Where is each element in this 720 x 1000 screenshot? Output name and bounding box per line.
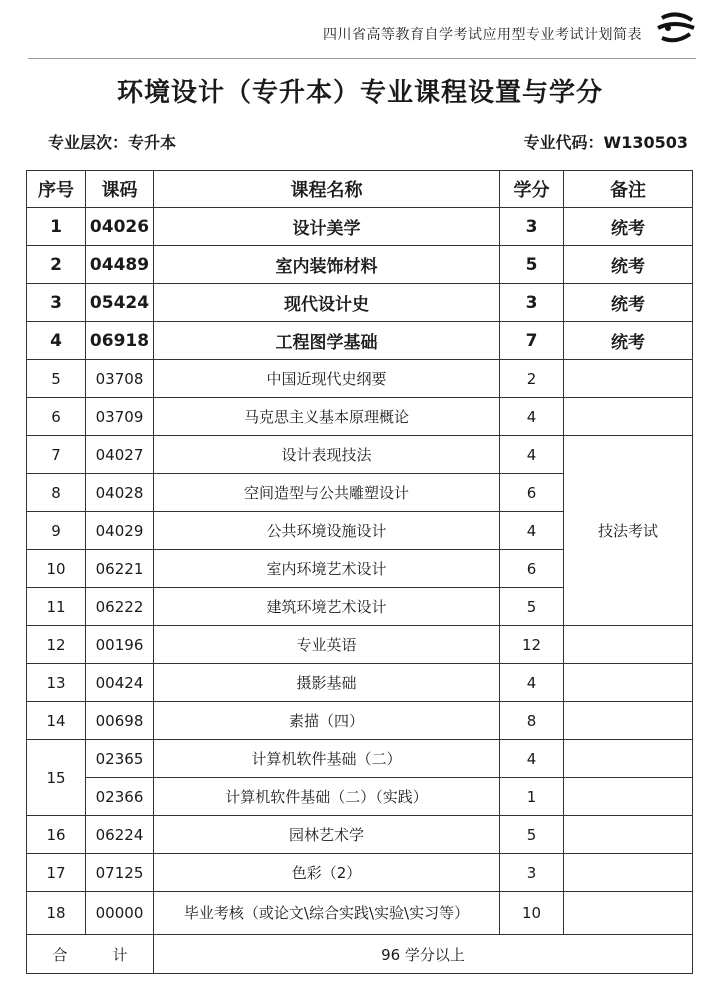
table-row bbox=[27, 398, 693, 436]
row-note bbox=[564, 778, 693, 816]
row-no: 13 bbox=[27, 664, 86, 702]
row-note bbox=[564, 892, 693, 935]
row-code: 06222 bbox=[86, 588, 154, 626]
table-row bbox=[27, 892, 693, 935]
total-row bbox=[27, 935, 693, 974]
row-note bbox=[564, 702, 693, 740]
row-code: 03708 bbox=[86, 360, 154, 398]
row-credit: 5 bbox=[500, 588, 564, 626]
table-header-row bbox=[27, 171, 693, 208]
row-note: 统考 bbox=[564, 246, 693, 284]
row-no: 18 bbox=[27, 892, 86, 935]
row-note: 统考 bbox=[564, 284, 693, 322]
merged-note-skill-exam: 技法考试 bbox=[564, 436, 693, 626]
row-credit: 3 bbox=[500, 284, 564, 322]
row-name: 中国近现代史纲要 bbox=[154, 360, 500, 398]
row-name: 现代设计史 bbox=[154, 284, 500, 322]
table-row bbox=[27, 284, 693, 322]
row-code: 02365 bbox=[86, 740, 154, 778]
course-table bbox=[26, 170, 693, 974]
row-credit: 4 bbox=[500, 512, 564, 550]
row-no: 1 bbox=[27, 208, 86, 246]
row-credit: 8 bbox=[500, 702, 564, 740]
row-credit: 1 bbox=[500, 778, 564, 816]
column-header-credit: 学分 bbox=[500, 171, 564, 208]
row-code: 04027 bbox=[86, 436, 154, 474]
row-no: 17 bbox=[27, 854, 86, 892]
row-no: 11 bbox=[27, 588, 86, 626]
table-row bbox=[27, 816, 693, 854]
row-note bbox=[564, 740, 693, 778]
row-code: 04028 bbox=[86, 474, 154, 512]
row-code: 06221 bbox=[86, 550, 154, 588]
row-credit: 10 bbox=[500, 892, 564, 935]
row-credit: 12 bbox=[500, 626, 564, 664]
row-no: 12 bbox=[27, 626, 86, 664]
row-note bbox=[564, 360, 693, 398]
row-credit: 4 bbox=[500, 398, 564, 436]
row-name: 色彩（2） bbox=[154, 854, 500, 892]
row-code: 07125 bbox=[86, 854, 154, 892]
row-no: 2 bbox=[27, 246, 86, 284]
table-row bbox=[27, 360, 693, 398]
row-name: 室内装饰材料 bbox=[154, 246, 500, 284]
row-no: 4 bbox=[27, 322, 86, 360]
row-no: 6 bbox=[27, 398, 86, 436]
table-row bbox=[27, 664, 693, 702]
row-note bbox=[564, 398, 693, 436]
table-row bbox=[27, 740, 693, 778]
row-name: 工程图学基础 bbox=[154, 322, 500, 360]
row-code: 04489 bbox=[86, 246, 154, 284]
row-code: 00424 bbox=[86, 664, 154, 702]
row-name: 设计美学 bbox=[154, 208, 500, 246]
row-name: 毕业考核（或论文\综合实践\实验\实习等） bbox=[154, 892, 500, 935]
row-no: 10 bbox=[27, 550, 86, 588]
row-credit: 6 bbox=[500, 550, 564, 588]
page-header bbox=[0, 0, 720, 52]
row-note: 统考 bbox=[564, 322, 693, 360]
row-note: 统考 bbox=[564, 208, 693, 246]
table-row bbox=[27, 854, 693, 892]
row-no: 8 bbox=[27, 474, 86, 512]
row-name: 计算机软件基础（二）（实践） bbox=[154, 778, 500, 816]
column-header-note: 备注 bbox=[564, 171, 693, 208]
header-divider bbox=[28, 58, 696, 59]
row-credit: 5 bbox=[500, 246, 564, 284]
row-name: 摄影基础 bbox=[154, 664, 500, 702]
row-credit: 2 bbox=[500, 360, 564, 398]
row-code: 04029 bbox=[86, 512, 154, 550]
row-name: 空间造型与公共雕塑设计 bbox=[154, 474, 500, 512]
row-no: 7 bbox=[27, 436, 86, 474]
page-title: 环境设计（专升本）专业课程设置与学分 bbox=[116, 78, 603, 108]
column-header-name: 课程名称 bbox=[154, 171, 500, 208]
column-header-code: 课码 bbox=[86, 171, 154, 208]
row-code: 00000 bbox=[86, 892, 154, 935]
row-credit: 4 bbox=[500, 664, 564, 702]
row-code: 03709 bbox=[86, 398, 154, 436]
table-row bbox=[27, 436, 693, 474]
table-row bbox=[27, 208, 693, 246]
row-code: 05424 bbox=[86, 284, 154, 322]
major-level: 专业层次：专升本 bbox=[48, 133, 177, 152]
table-row bbox=[27, 322, 693, 360]
column-header-no: 序号 bbox=[27, 171, 86, 208]
row-name: 专业英语 bbox=[154, 626, 500, 664]
exam-board-logo-icon bbox=[654, 12, 698, 44]
row-name: 马克思主义基本原理概论 bbox=[154, 398, 500, 436]
row-credit: 5 bbox=[500, 816, 564, 854]
row-credit: 4 bbox=[500, 436, 564, 474]
row-name: 计算机软件基础（二） bbox=[154, 740, 500, 778]
table-row bbox=[27, 626, 693, 664]
header-text: 四川省高等教育自学考试应用型专业考试计划简表 bbox=[323, 27, 642, 43]
row-no: 3 bbox=[27, 284, 86, 322]
row-code: 04026 bbox=[86, 208, 154, 246]
row-credit: 3 bbox=[500, 854, 564, 892]
row-code: 00698 bbox=[86, 702, 154, 740]
row-code: 06224 bbox=[86, 816, 154, 854]
row-name: 室内环境艺术设计 bbox=[154, 550, 500, 588]
row-credit: 3 bbox=[500, 208, 564, 246]
row-name: 建筑环境艺术设计 bbox=[154, 588, 500, 626]
table-row bbox=[27, 778, 693, 816]
row-note bbox=[564, 816, 693, 854]
total-value: 96 学分以上 bbox=[154, 935, 693, 974]
row-name: 园林艺术学 bbox=[154, 816, 500, 854]
row-no: 9 bbox=[27, 512, 86, 550]
total-label: 合 计 bbox=[27, 935, 154, 974]
row-credit: 6 bbox=[500, 474, 564, 512]
row-note bbox=[564, 854, 693, 892]
row-code: 02366 bbox=[86, 778, 154, 816]
row-code: 00196 bbox=[86, 626, 154, 664]
table-row bbox=[27, 246, 693, 284]
table-row bbox=[27, 702, 693, 740]
row-credit: 7 bbox=[500, 322, 564, 360]
major-code: 专业代码：W130503 bbox=[523, 133, 688, 152]
row-no: 15 bbox=[27, 740, 86, 816]
row-credit: 4 bbox=[500, 740, 564, 778]
row-name: 公共环境设施设计 bbox=[154, 512, 500, 550]
row-name: 素描（四） bbox=[154, 702, 500, 740]
row-no: 14 bbox=[27, 702, 86, 740]
row-note bbox=[564, 664, 693, 702]
row-no: 16 bbox=[27, 816, 86, 854]
row-no: 5 bbox=[27, 360, 86, 398]
row-code: 06918 bbox=[86, 322, 154, 360]
row-note bbox=[564, 626, 693, 664]
row-name: 设计表现技法 bbox=[154, 436, 500, 474]
